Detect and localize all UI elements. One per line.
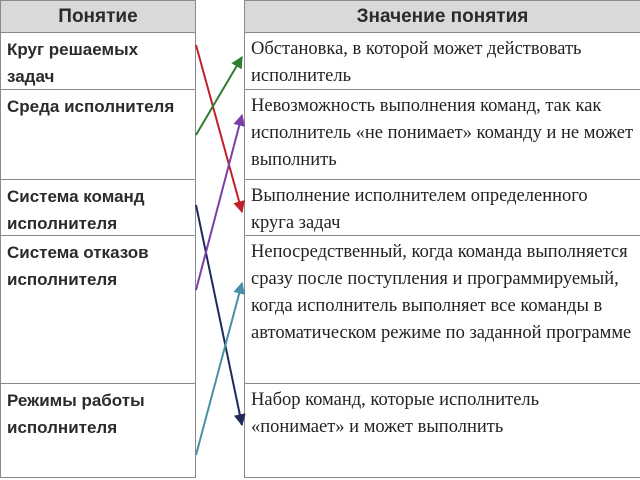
term-row: Система команд исполнителя <box>1 180 195 236</box>
meaning-row: Набор команд, которые исполнитель «понимает» и может выполнить <box>251 390 540 437</box>
connector-arrow <box>196 205 242 425</box>
connector-arrow <box>196 283 242 455</box>
meaning-row: Непосредственный, когда команда выполняется сразу после поступления и программируемый, когда исполнитель выполняет все команды в автоматическом режиме по заданной программе <box>245 236 640 384</box>
meaning-row: Выполнение исполнителем определенного круга задач <box>245 180 640 236</box>
term-row: Круг решаемых задач <box>1 33 195 90</box>
term-row: Режимы работы исполнителя <box>7 391 145 437</box>
term-row: Среда исполнителя <box>1 90 195 180</box>
connector-arrow <box>196 115 242 290</box>
meanings-header: Значение понятия <box>245 1 640 33</box>
terms-header: Понятие <box>1 1 195 33</box>
term-row: Система отказов исполнителя <box>1 236 195 384</box>
meaning-row: Невозможность выполнения команд, так как исполнитель «не понимает» команду и не может выполнить <box>245 90 640 180</box>
meaning-row: Обстановка, в которой может действовать исполнитель <box>245 33 640 90</box>
